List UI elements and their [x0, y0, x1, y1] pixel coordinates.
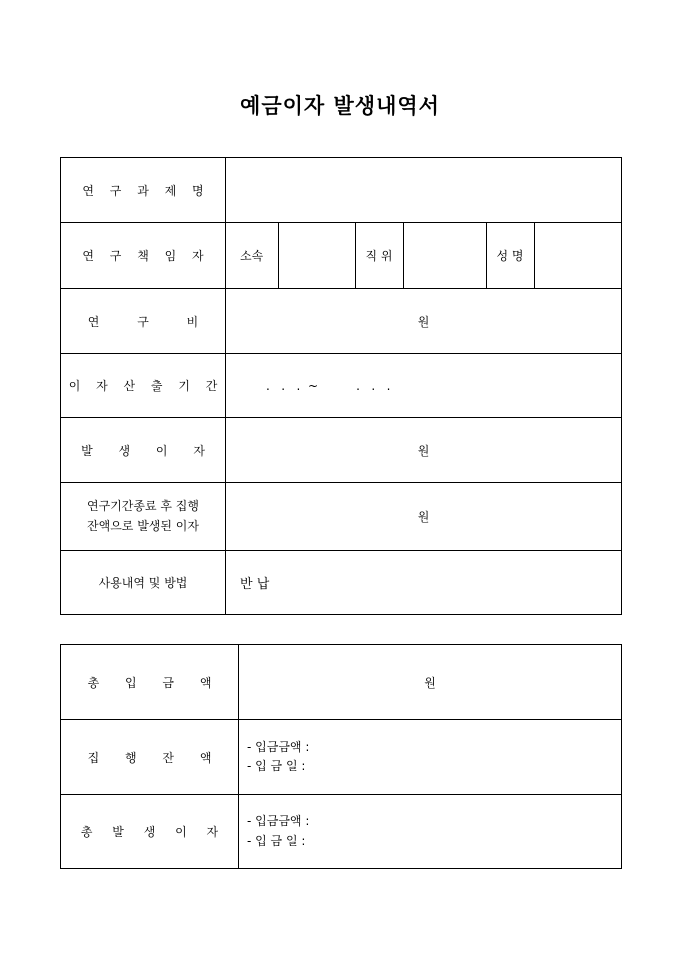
period-label: 이 자 산 출 기 간	[61, 354, 226, 418]
table-row	[61, 289, 622, 354]
residual-label	[61, 483, 226, 551]
interest-label: 발 생 이 자	[61, 418, 226, 483]
exec-balance-details	[239, 720, 622, 795]
table-row	[61, 158, 622, 223]
project-name-field[interactable]	[226, 158, 622, 223]
deposit-table	[60, 644, 622, 869]
affiliation-field[interactable]	[278, 223, 355, 288]
table-row	[61, 418, 622, 483]
fund-label: 연 구 비	[61, 289, 226, 354]
total-interest-details	[239, 795, 622, 869]
table-row	[61, 483, 622, 551]
affiliation-label: 소속	[240, 249, 264, 263]
exec-deposit-amount-line[interactable]: - 입금금액 :	[247, 739, 310, 754]
interest-deposit-amount-line[interactable]: - 입금금액 :	[247, 814, 310, 829]
residual-label-line1: 연구기간종료 후 집행	[87, 499, 199, 514]
total-interest-label: 총 발 생 이 자	[61, 795, 239, 869]
table-row	[61, 354, 622, 418]
name-field[interactable]	[534, 223, 622, 288]
pi-label: 연 구 책 임 자	[61, 223, 226, 289]
page-title: 예금이자 발생내역서	[240, 93, 440, 118]
table-row	[61, 795, 622, 869]
position-field[interactable]	[403, 223, 486, 288]
period-field[interactable]: . . . ~ . . .	[226, 354, 622, 418]
usage-value[interactable]: 반 납	[226, 551, 622, 615]
table-row	[61, 645, 622, 720]
interest-unit[interactable]: 원	[226, 418, 622, 483]
project-name-label: 연 구 과 제 명	[61, 158, 226, 223]
residual-unit[interactable]: 원	[226, 483, 622, 551]
usage-label: 사용내역 및 방법	[61, 551, 226, 615]
name-label: 성 명	[486, 223, 534, 288]
table-row	[61, 551, 622, 615]
table-row	[61, 223, 622, 289]
exec-balance-label: 집 행 잔 액	[61, 720, 239, 795]
table-row	[61, 720, 622, 795]
interest-deposit-date-line[interactable]: - 입 금 일 :	[247, 833, 306, 848]
exec-deposit-date-line[interactable]: - 입 금 일 :	[247, 759, 306, 773]
fund-unit[interactable]: 원	[226, 289, 622, 354]
research-info-table	[60, 157, 622, 615]
total-deposit-unit[interactable]: 원	[239, 645, 622, 720]
total-deposit-label: 총 입 금 액	[61, 645, 239, 720]
pi-details-cell	[226, 223, 622, 289]
position-label: 직 위	[355, 223, 403, 288]
residual-label-line2: 잔액으로 발생된 이자	[87, 518, 199, 533]
